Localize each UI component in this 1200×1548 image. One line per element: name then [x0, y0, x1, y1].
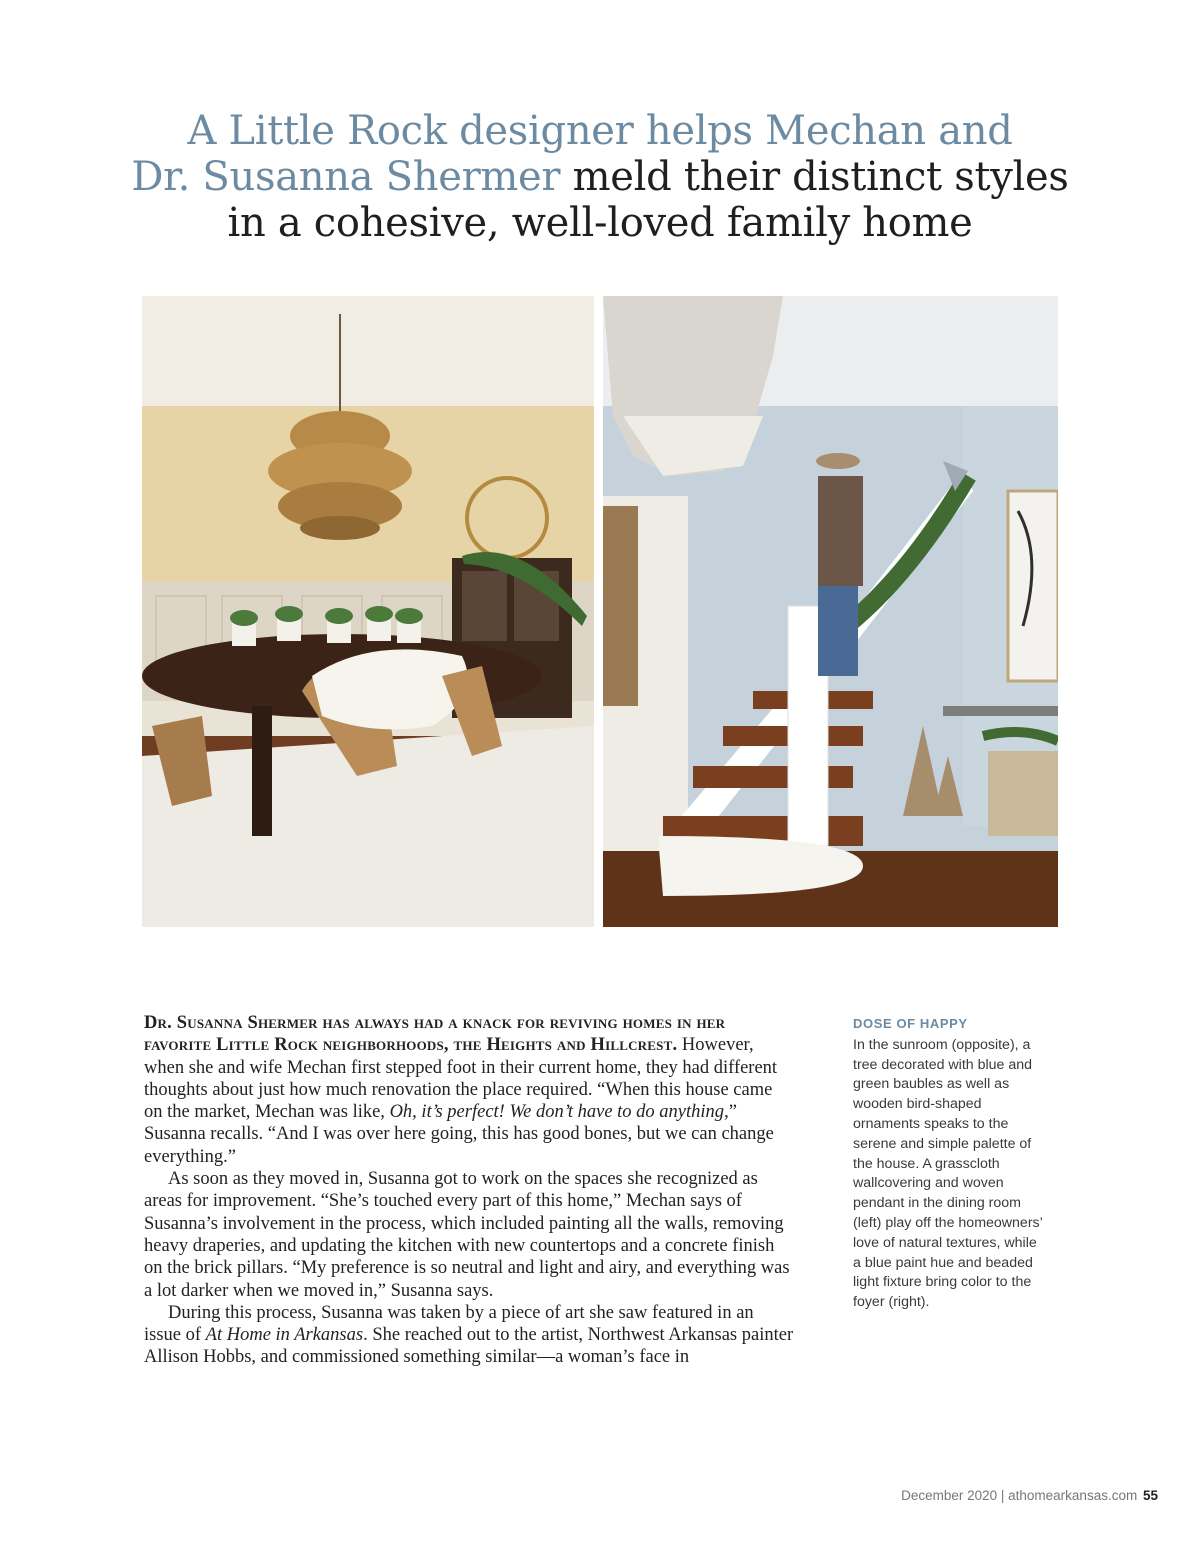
footer-issue: December 2020 | athomearkansas.com: [901, 1488, 1138, 1503]
magazine-title: At Home in Arkansas: [205, 1325, 364, 1346]
headline: [100, 108, 1100, 246]
article-text: However, when she and wife Mechan first stepped foot in their current home, they had different thoughts about just how much renovation the place required. “When this house came on the market, Mechan was like,: [144, 1035, 778, 1123]
article-body: [144, 1012, 794, 1369]
article-text: . She reached out to the artist, Northwest Arkansas painter Allison Hobbs, and commissioned something similar—a woman’s face in: [144, 1325, 794, 1368]
article-italic-quote: Oh, it’s perfect! We don’t have to do anything: [389, 1102, 725, 1123]
article-text: ,” Susanna recalls. “And I was over here going, this has good bones, but we can change everything.”: [144, 1102, 774, 1167]
article-paragraph: [144, 1302, 794, 1369]
headline-rest-line2: meld their distinct styles: [560, 154, 1069, 200]
article-paragraph: [144, 1012, 794, 1168]
photo-caption-sidebar: [853, 1014, 1043, 1313]
dining-room-photo: [142, 296, 594, 927]
page-footer: [901, 1488, 1158, 1503]
caption-title: DOSE OF HAPPY: [853, 1016, 968, 1031]
headline-line3: in a cohesive, well-loved family home: [227, 200, 973, 246]
headline-accent-line1: A Little Rock designer helps Mechan and: [187, 108, 1013, 154]
article-text: During this process, Susanna was taken by a piece of art she saw featured in an issue of: [144, 1302, 754, 1346]
caption-text: In the sunroom (opposite), a tree decorated with blue and green baubles as well as wooden bird-shaped ornaments speaks to the serene and simple palette of the house. A grasscloth wallcovering and woven pendant in the dining room (left) play off the homeowners’ love of natural textures, while a blue paint hue and beaded light fixture bring color to the foyer (right).: [853, 1036, 1043, 1311]
foyer-staircase-photo: [603, 296, 1058, 927]
headline-accent-line2: Dr. Susanna Shermer: [131, 154, 561, 200]
article-lead-in: Dr. Susanna Shermer has always had a knack for reviving homes in her favorite Little Rock neighborhoods, the Heights and Hillcrest.: [144, 1013, 726, 1056]
article-paragraph: As soon as they moved in, Susanna got to work on the spaces she recognized as areas for improvement. “She’s touched every part of this home,” Mechan says of Susanna’s involvement in the process, which included painting all the walls, removing heavy draperies, and updating the kitchen with new countertops and a concrete finish on the brick pillars. “My preference is so neutral and light and airy, and everything was a lot darker when we moved in,” Susanna says.: [144, 1169, 790, 1301]
page-number: 55: [1142, 1488, 1158, 1503]
